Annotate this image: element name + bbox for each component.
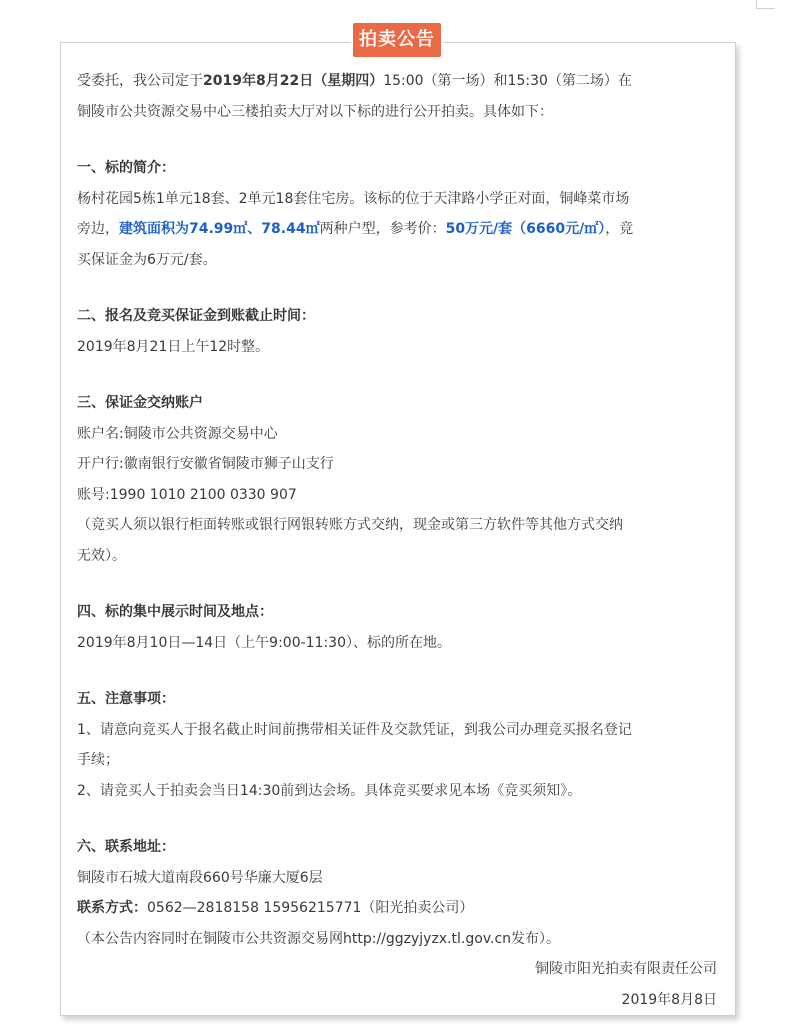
section-3-heading: 三、保证金交纳账户	[77, 395, 203, 411]
section-1-line-3: 买保证金为6万元/套。	[77, 251, 217, 268]
account-name: 账户名:铜陵市公共资源交易中心	[77, 425, 278, 442]
section-2-heading: 二、报名及竞买保证金到账截止时间：	[77, 308, 315, 324]
intro-line-1	[77, 66, 717, 97]
building-area: 建筑面积为74.99㎡、78.44㎡	[119, 221, 320, 237]
account-number: 账号:1990 1010 2100 0330 907	[77, 486, 297, 503]
contact-label: 联系方式：	[77, 900, 147, 916]
s1-text-b: 两种户型，参考价：	[319, 221, 446, 237]
contact-address: 铜陵市石城大道南段660号华廉大厦6层	[77, 869, 323, 886]
bank-name: 开户行:徽南银行安徽省铜陵市狮子山支行	[77, 456, 334, 472]
section-1-heading: 一、标的简介：	[77, 160, 175, 176]
publish-note: （本公告内容同时在铜陵市公共资源交易网http://ggzyjyzx.tl.gov.cn发布）。	[77, 930, 561, 947]
notice-title: 拍卖公告	[353, 23, 441, 57]
s1-text-c: ，竞	[605, 221, 634, 237]
payment-note-1: （竞买人须以银行柜面转账或银行网银转账方式交纳，现金或第三方软件等其他方式交纳	[77, 517, 623, 533]
auction-date: 2019年8月22日（星期四）	[203, 73, 384, 89]
corner-mark	[756, 0, 775, 9]
signature-date: 2019年8月8日	[621, 991, 717, 1008]
notice-body	[77, 66, 717, 1015]
intro-times: 15:00（第一场）和15:30（第二场）在	[383, 73, 632, 89]
notice-item-2: 2、请竞买人于拍卖会当日14:30前到达会场。具体竞买要求见本场《竞买须知》。	[77, 782, 582, 799]
section-4-heading: 四、标的集中展示时间及地点：	[77, 604, 273, 620]
reference-price: 50万元/套（6660元/㎡）	[445, 221, 606, 237]
intro-line-2: 铜陵市公共资源交易中心三楼拍卖大厅对以下标的进行公开拍卖。具体如下：	[77, 103, 553, 120]
section-5-heading: 五、注意事项：	[77, 691, 175, 707]
section-6-heading: 六、联系地址：	[77, 839, 175, 855]
contact-value: 0562—2818158 15956215771（阳光拍卖公司）	[147, 900, 474, 916]
intro-text: 受委托，我公司定于	[77, 73, 203, 89]
section-1-line-1: 杨村花园5栋1单元18套、2单元18套住宅房。该标的位于天津路小学正对面，铜峰菜市场	[77, 190, 630, 207]
notice-item-1b: 手续；	[77, 752, 119, 768]
s1-text-a: 旁边，	[77, 221, 119, 237]
contact-line	[77, 893, 717, 924]
notice-item-1a: 1、请意向竞买人于报名截止时间前携带相关证件及交款凭证，到我公司办理竞买报名登记	[77, 721, 632, 738]
signature-company: 铜陵市阳光拍卖有限责任公司	[535, 961, 717, 977]
section-1-line-2	[77, 214, 717, 245]
section-2-line-1: 2019年8月21日上午12时整。	[77, 338, 270, 355]
payment-note-2: 无效）。	[77, 547, 126, 564]
section-4-line-1: 2019年8月10日—14日（上午9:00-11:30）、标的所在地。	[77, 634, 452, 651]
